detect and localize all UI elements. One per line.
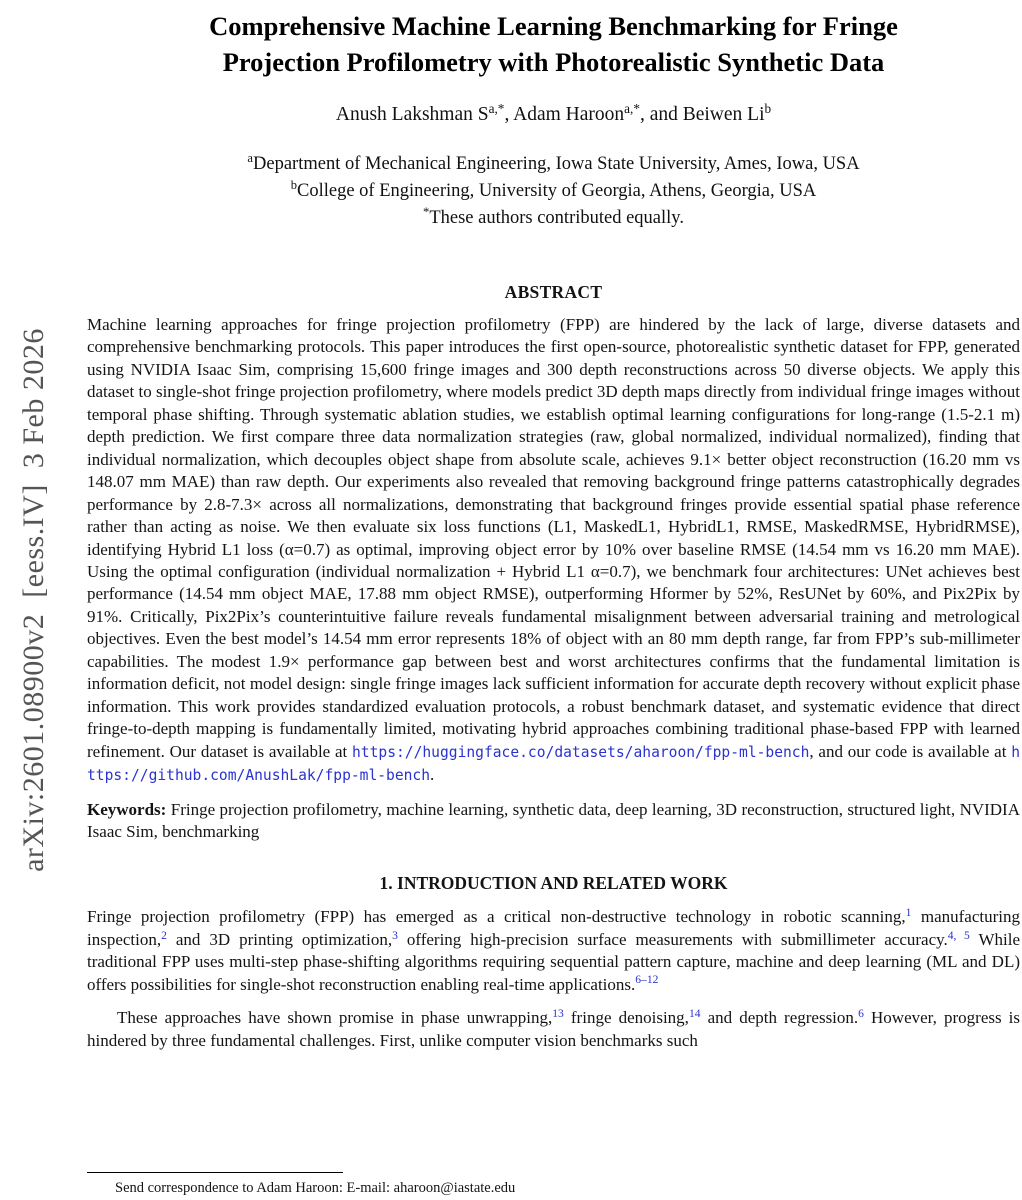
text-run: These approaches have shown promise in phase unwrapping, [117, 1008, 553, 1028]
paper-title [87, 8, 1020, 80]
citation-ref[interactable]: 6 [858, 1006, 864, 1020]
text-run: and 3D printing optimization, [166, 929, 393, 949]
intro-paragraph-2 [87, 1007, 1020, 1052]
text-run: College of Engineering, University of Georgia, Athens, Georgia, USA [297, 181, 817, 201]
paper-title-line-1: Comprehensive Machine Learning Benchmarking for Fringe [209, 11, 898, 41]
text-run: Anush Lakshman S [335, 104, 489, 125]
citation-ref[interactable]: 4, 5 [947, 928, 970, 942]
text-run: Fringe projection profilometry, machine learning, synthetic data, deep learning, 3D reconstruction, structured light, NVIDIA Isaac Sim, benchmarking [87, 799, 1020, 841]
text-run: While traditional FPP uses multi-step phase-shifting algorithms requiring sequential pattern capture, machine and deep learning (ML and DL) offers possibilities for single-shot reconstruction enabling real-time applications. [87, 929, 1020, 994]
text-run: These authors contributed equally. [429, 208, 684, 228]
abstract-heading: ABSTRACT [504, 282, 603, 302]
url-link[interactable]: https://huggingface.co/datasets/aharoon/fpp-ml-bench [352, 743, 810, 761]
correspondence-note: Send correspondence to Adam Haroon: E-mail: aharoon@iastate.edu [115, 1180, 516, 1196]
text-run: Fringe projection profilometry (FPP) has emerged as a critical non-destructive technology in robotic scanning, [87, 907, 906, 927]
citation-ref[interactable]: 13 [552, 1006, 564, 1020]
paper-title-line-2: Projection Profilometry with Photorealistic Synthetic Data [222, 47, 885, 77]
text-run: manufacturing inspection, [87, 907, 1020, 949]
section-heading-introduction: 1. INTRODUCTION AND RELATED WORK [379, 873, 728, 894]
text-run: , and our code is available at [809, 741, 1012, 761]
text-run: . [430, 765, 435, 785]
intro-paragraph-1 [87, 906, 1020, 996]
text-run: Department of Mechanical Engineering, Iowa State University, Ames, Iowa, USA [253, 154, 860, 174]
citation-ref[interactable]: 6–12 [635, 973, 659, 987]
affiliation-line-b [87, 178, 1020, 205]
text-run: and depth regression. [700, 1008, 859, 1028]
bold-label: Keywords: [87, 799, 167, 819]
superscript-marker: * [423, 205, 430, 220]
abstract-paragraph [87, 314, 1020, 788]
arxiv-identifier: arXiv:2601.08900v2 [eess.IV] 3 Feb 2026 [17, 328, 51, 872]
superscript-marker: b [764, 100, 772, 116]
text-run: Machine learning approaches for fringe projection profilometry (FPP) are hindered by the lack of large, diverse datasets and comprehensive benchmarking protocols. This paper introduces the first open-source, photorealistic synthetic dataset for FPP, generated using NVIDIA Isaac Sim, comprising 15,600 fringe images and 300 depth reconstructions across 50 diverse objects. We apply this dataset to single-shot fringe projection profilometry, where models predict 3D depth maps directly from individual fringe images without temporal phase shifting. Through systematic ablation studies, we establish optimal learning configurations for long-range (1.5-2.1 m) depth prediction. We first compare three data normalization strategies (raw, global normalized, individual normalized), finding that individual normalization, which decouples object shape from absolute scale, achieves 9.1× better object reconstruction (16.20 mm vs 148.07 mm MAE) than raw depth. Our experiments also revealed that removing background fringe patterns catastrophically degrades performance by 2.8-7.3× across all normalizations, demonstrating that background fringes provide essential spatial phase reference rather than acting as noise. We then evaluate six loss functions (L1, MaskedL1, HybridL1, RMSE, MaskedRMSE, HybridRMSE), identifying Hybrid L1 loss (α=0.7) as optimal, improving object error by 10% over baseline RMSE (14.54 mm vs 16.20 mm MAE). Using the optimal configuration (individual normalization + Hybrid L1 α=0.7), we benchmark four architectures: UNet achieves best performance (14.54 mm object MAE, 17.88 mm object RMSE), outperforming Hformer by 52%, ResUNet by 60%, and Pix2Pix by 91%. Critically, Pix2Pix’s counterintuitive failure reveals fundamental misalignment between adversarial training and metrological objectives. Even the best model’s 14.54 mm error represents 18% of object with an 80 mm depth range, far from FPP’s sub-millimeter capabilities. The modest 1.9× performance gap between best and worst architectures confirms that the fundamental limitation is information deficit, not model design: single fringe images lack sufficient information for accurate depth recovery without explicit phase information. This work provides standardized evaluation protocols, a robust benchmark dataset, and systematic evidence that direct fringe-to-depth mapping is fundamentally limited, motivating hybrid approaches combining traditional phase-based FPP with learned refinement. Our dataset is available at [87, 315, 1020, 761]
url-link[interactable]: https://github.com/AnushLak/fpp-ml-bench [87, 743, 1020, 785]
footer [87, 1172, 1020, 1197]
affiliation-line-a [87, 151, 1020, 178]
text-run: fringe denoising, [563, 1008, 689, 1028]
affiliation-line-equal-contribution [87, 205, 1020, 232]
text-run: , and Beiwen Li [639, 104, 765, 125]
text-run: offering high-precision surface measurements with submillimeter accuracy. [397, 929, 948, 949]
affiliations-block [87, 151, 1020, 232]
author-line [87, 100, 1020, 126]
keywords-paragraph [87, 799, 1020, 844]
superscript-marker: b [290, 178, 297, 193]
citation-ref[interactable]: 1 [905, 906, 912, 920]
superscript-marker: a [247, 151, 254, 166]
superscript-marker: a,* [624, 100, 640, 116]
text-run: However, progress is hindered by three fundamental challenges. First, unlike computer vision benchmarks such [87, 1008, 1021, 1050]
citation-ref[interactable]: 2 [161, 928, 167, 942]
citation-ref[interactable]: 14 [688, 1006, 701, 1020]
citation-ref[interactable]: 3 [392, 928, 398, 942]
text-run: , Adam Haroon [504, 104, 625, 125]
footnote-rule [87, 1172, 343, 1173]
arxiv-watermark-strip [8, 0, 60, 1200]
superscript-marker: a,* [488, 100, 505, 116]
